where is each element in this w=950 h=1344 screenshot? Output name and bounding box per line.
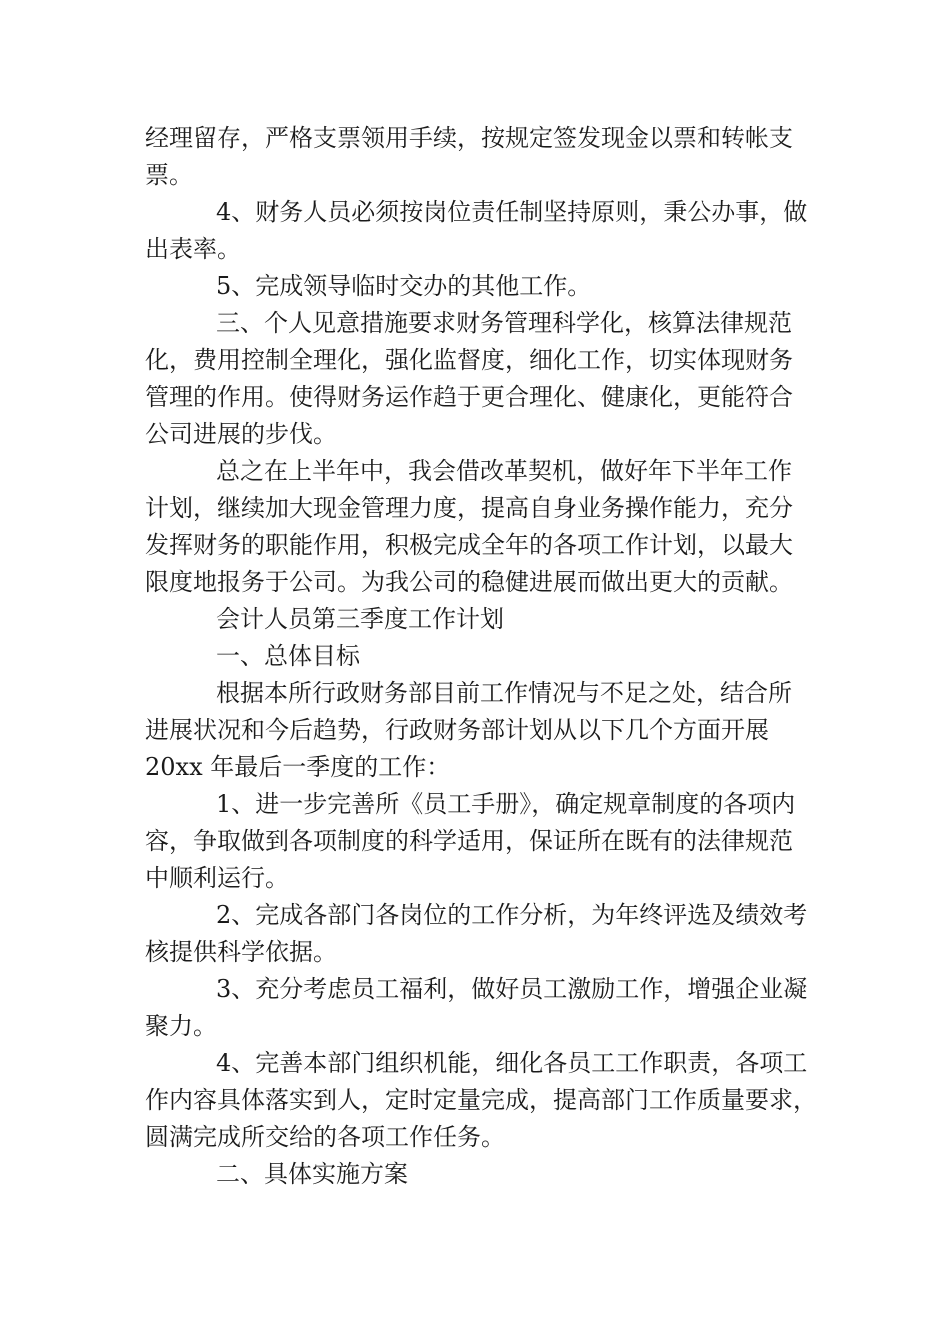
text-line: 计划，继续加大现金管理力度，提高自身业务操作能力，充分 [145,494,793,522]
text-line: 20xx 年最后一季度的工作： [145,753,451,781]
text-line: 5、完成领导临时交办的其他工作。 [216,272,592,300]
text-line: 出表率。 [145,235,241,263]
text-line: 总之在上半年中，我会借改革契机，做好年下半年工作 [216,457,792,485]
text-line: 1、进一步完善所《员工手册》，确定规章制度的各项内 [216,790,796,818]
text-line: 核提供科学依据。 [145,938,337,966]
text-line: 3、充分考虑员工福利，做好员工激励工作，增强企业凝 [216,975,808,1003]
text-line: 作内容具体落实到人，定时定量完成，提高部门工作质量要求， [145,1086,817,1114]
heading-line: 一、总体目标 [216,642,360,670]
heading-line: 二、具体实施方案 [216,1160,408,1188]
text-line: 2、完成各部门各岗位的工作分析，为年终评选及绩效考 [216,901,808,929]
text-line: 限度地报务于公司。为我公司的稳健进展而做出更大的贡献。 [145,568,793,596]
text-line: 化，费用控制全理化，强化监督度，细化工作，切实体现财务 [145,346,793,374]
text-line: 票。 [145,161,193,189]
text-line: 容，争取做到各项制度的科学适用，保证所在既有的法律规范 [145,827,793,855]
text-line: 经理留存，严格支票领用手续，按规定签发现金以票和转帐支 [145,124,793,152]
text-line: 聚力。 [145,1012,217,1040]
text-line: 进展状况和今后趋势，行政财务部计划从以下几个方面开展 [145,716,769,744]
text-line: 发挥财务的职能作用，积极完成全年的各项工作计划，以最大 [145,531,793,559]
section-title: 会计人员第三季度工作计划 [216,605,504,633]
text-line: 公司进展的步伐。 [145,420,337,448]
text-line: 三、个人见意措施要求财务管理科学化，核算法律规范 [216,309,792,337]
text-line: 管理的作用。使得财务运作趋于更合理化、健康化，更能符合 [145,383,793,411]
text-line: 4、财务人员必须按岗位责任制坚持原则，秉公办事，做 [216,198,808,226]
text-line: 圆满完成所交给的各项工作任务。 [145,1123,505,1151]
text-line: 中顺利运行。 [145,864,289,892]
text-line: 4、完善本部门组织机能，细化各员工工作职责，各项工 [216,1049,808,1077]
text-line: 根据本所行政财务部目前工作情况与不足之处，结合所 [216,679,792,707]
